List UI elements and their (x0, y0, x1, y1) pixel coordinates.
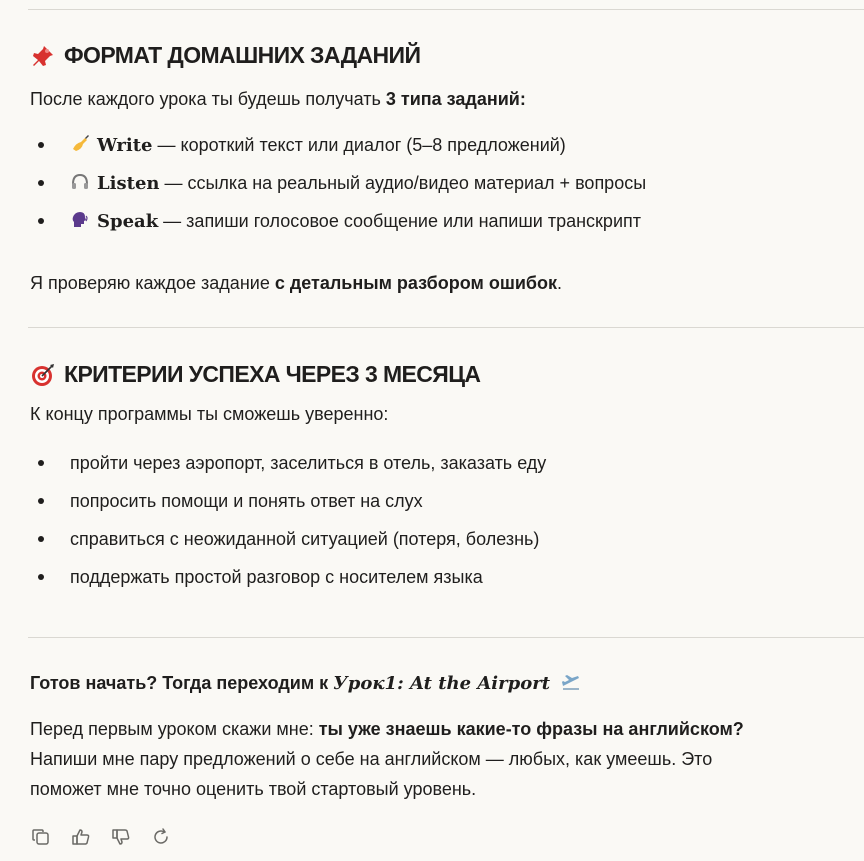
homework-heading (30, 42, 420, 69)
cta-lesson-title: Урок1: At the Airport (333, 673, 551, 694)
pushpin-icon (30, 43, 56, 69)
list-item-keyword: Write (97, 135, 153, 156)
list-item (30, 444, 546, 482)
bullet-icon (38, 180, 44, 186)
list-item (30, 202, 646, 240)
bullet-icon (38, 460, 44, 466)
list-item-text: — запиши голосовое сообщение или напиши транскрипт (158, 211, 641, 231)
cta-question: ты уже знаешь какие-то фразы на английском? (318, 719, 744, 739)
cta-line2: Напиши мне пару предложений о себе на английском — любых, как умеешь. Это (30, 749, 713, 769)
writing-hand-icon (70, 134, 90, 154)
homework-check-end: . (557, 273, 563, 293)
bullet-icon (38, 536, 44, 542)
criteria-title: КРИТЕРИИ УСПЕХА ЧЕРЕЗ 3 МЕСЯЦА (64, 361, 481, 387)
cta-ready-text: Готов начать? Тогда переходим к (30, 673, 334, 693)
airplane-icon (561, 672, 581, 692)
homework-list (30, 126, 646, 240)
criteria-heading (30, 361, 480, 388)
bullet-icon (38, 498, 44, 504)
list-item-text: пройти через аэропорт, заселиться в отель, заказать еду (70, 453, 547, 473)
copy-button[interactable] (30, 826, 52, 848)
thumbs-up-button[interactable] (70, 826, 92, 848)
homework-intro-bold: 3 типа заданий: (385, 89, 526, 109)
list-item (30, 520, 546, 558)
cta-line1 (30, 714, 744, 745)
list-item (30, 558, 546, 596)
thumbs-up-icon (71, 827, 91, 847)
bullet-icon (38, 142, 44, 148)
list-item-keyword: Speak (97, 211, 159, 232)
list-item (30, 164, 646, 202)
bullet-icon (38, 218, 44, 224)
list-item (30, 482, 546, 520)
list-item-text: — ссылка на реальный аудио/видео материал + вопросы (159, 173, 647, 193)
cta-ready (30, 668, 581, 699)
target-icon (30, 362, 56, 388)
divider-bottom (28, 637, 864, 638)
homework-intro-text: После каждого урока ты будешь получать (30, 89, 386, 109)
cta-line3: поможет мне точно оценить твой стартовый уровень. (30, 779, 477, 799)
thumbs-down-icon (111, 827, 131, 847)
criteria-intro: К концу программы ты сможешь уверенно: (30, 404, 389, 424)
list-item-text: справиться с неожиданной ситуацией (потеря, болезнь) (70, 529, 540, 549)
homework-check (30, 268, 562, 299)
thumbs-down-button[interactable] (110, 826, 132, 848)
cta-line1-text: Перед первым уроком скажи мне: (30, 719, 319, 739)
homework-check-text: Я проверяю каждое задание (30, 273, 275, 293)
bullet-icon (38, 574, 44, 580)
copy-icon (31, 827, 51, 847)
retry-icon (151, 827, 171, 847)
criteria-list (30, 444, 546, 596)
homework-title: ФОРМАТ ДОМАШНИХ ЗАДАНИЙ (64, 42, 421, 68)
list-item-text: — короткий текст или диалог (5–8 предложений) (152, 135, 566, 155)
homework-intro (30, 84, 526, 115)
retry-button[interactable] (150, 826, 172, 848)
list-item-text: поддержать простой разговор с носителем языка (70, 567, 483, 587)
divider-top (28, 9, 864, 10)
list-item-text: попросить помощи и понять ответ на слух (70, 491, 423, 511)
headphones-icon (70, 172, 90, 192)
homework-check-bold: с детальным разбором ошибок (274, 273, 558, 293)
list-item (30, 126, 646, 164)
speaking-head-icon (70, 210, 90, 230)
message-actions (30, 826, 172, 848)
list-item-keyword: Listen (97, 173, 160, 194)
divider-middle (28, 327, 864, 328)
